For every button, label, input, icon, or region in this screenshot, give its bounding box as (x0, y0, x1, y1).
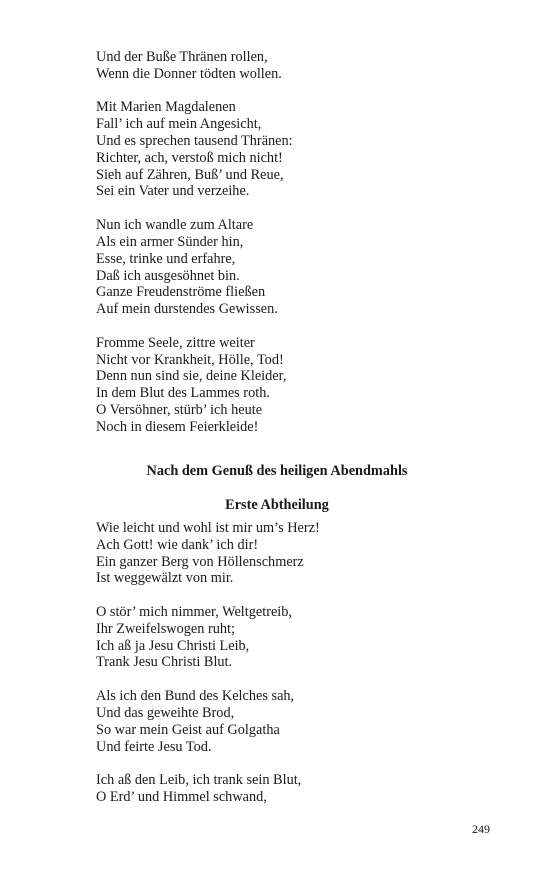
verse-line: So war mein Geist auf Golgatha (96, 721, 280, 738)
verse-line: Und feirte Jesu Tod. (96, 738, 212, 755)
stanza-2 (96, 604, 496, 671)
verse-line: Ich aß ja Jesu Christi Leib, (96, 637, 250, 654)
stanza-1 (96, 49, 496, 83)
verse-line: O Versöhner, stürb’ ich heute (96, 402, 263, 419)
section-subtitle: Erste Abtheilung (225, 497, 329, 513)
page-number: 249 (472, 822, 490, 836)
verse-line: Fromme Seele, zittre weiter (96, 334, 255, 351)
stanza-3 (96, 688, 496, 755)
bottom-poem (96, 520, 496, 806)
verse-line: Noch in diesem Feierkleide! (96, 418, 259, 435)
verse-line: Mit Marien Magdalenen (96, 99, 236, 116)
verse-line: Und es sprechen tausend Thränen: (96, 133, 293, 150)
verse-line: Ich aß den Leib, ich trank sein Blut, (96, 772, 302, 789)
verse-line: Richter, ach, verstoß mich nicht! (96, 149, 283, 166)
verse-line: Ach Gott! wie dank’ ich dir! (96, 536, 259, 553)
verse-line: O Erd’ und Himmel schwand, (96, 789, 267, 806)
stanza-2 (96, 99, 496, 200)
verse-line: Sei ein Vater und verzeihe. (96, 183, 250, 200)
verse-line: Ihr Zweifelswogen ruht; (96, 620, 235, 637)
verse-line: Daß ich ausgesöhnet bin. (96, 267, 240, 284)
verse-line: Ist weggewälzt von mir. (96, 570, 234, 587)
verse-line: Denn nun sind sie, deine Kleider, (96, 368, 287, 385)
section-title: Nach dem Genuß des heiligen Abendmahls (146, 463, 408, 479)
verse-line: Nicht vor Krankheit, Hölle, Tod! (96, 351, 284, 368)
stanza-1 (96, 520, 496, 587)
verse-line: Wie leicht und wohl ist mir um’s Herz! (96, 520, 320, 536)
verse-line: In dem Blut des Lammes roth. (96, 385, 270, 402)
verse-line: Und das geweihte Brod, (96, 704, 235, 721)
verse-line: O stör’ mich nimmer, Weltgetreib, (96, 604, 293, 621)
verse-line: Und der Buße Thränen rollen, (96, 49, 268, 65)
verse-line: Nun ich wandle zum Altare (96, 217, 254, 234)
verse-line: Ganze Freudenströme fließen (96, 284, 266, 301)
stanza-4 (96, 772, 496, 806)
verse-line: Ein ganzer Berg von Höllenschmerz (96, 553, 304, 570)
verse-line: Esse, trinke und erfahre, (96, 250, 236, 267)
verse-line: Als ich den Bund des Kelches sah, (96, 688, 295, 705)
verse-line: Als ein armer Sünder hin, (96, 233, 244, 250)
verse-line: Trank Jesu Christi Blut. (96, 654, 233, 671)
verse-line: Auf mein durstendes Gewissen. (96, 301, 278, 318)
stanza-3 (96, 217, 496, 318)
top-poem (96, 49, 496, 436)
verse-line: Wenn die Donner tödten wollen. (96, 65, 282, 82)
stanza-4 (96, 335, 496, 436)
verse-line: Sieh auf Zähren, Buß’ und Reue, (96, 166, 284, 183)
verse-line: Fall’ ich auf mein Angesicht, (96, 116, 262, 133)
